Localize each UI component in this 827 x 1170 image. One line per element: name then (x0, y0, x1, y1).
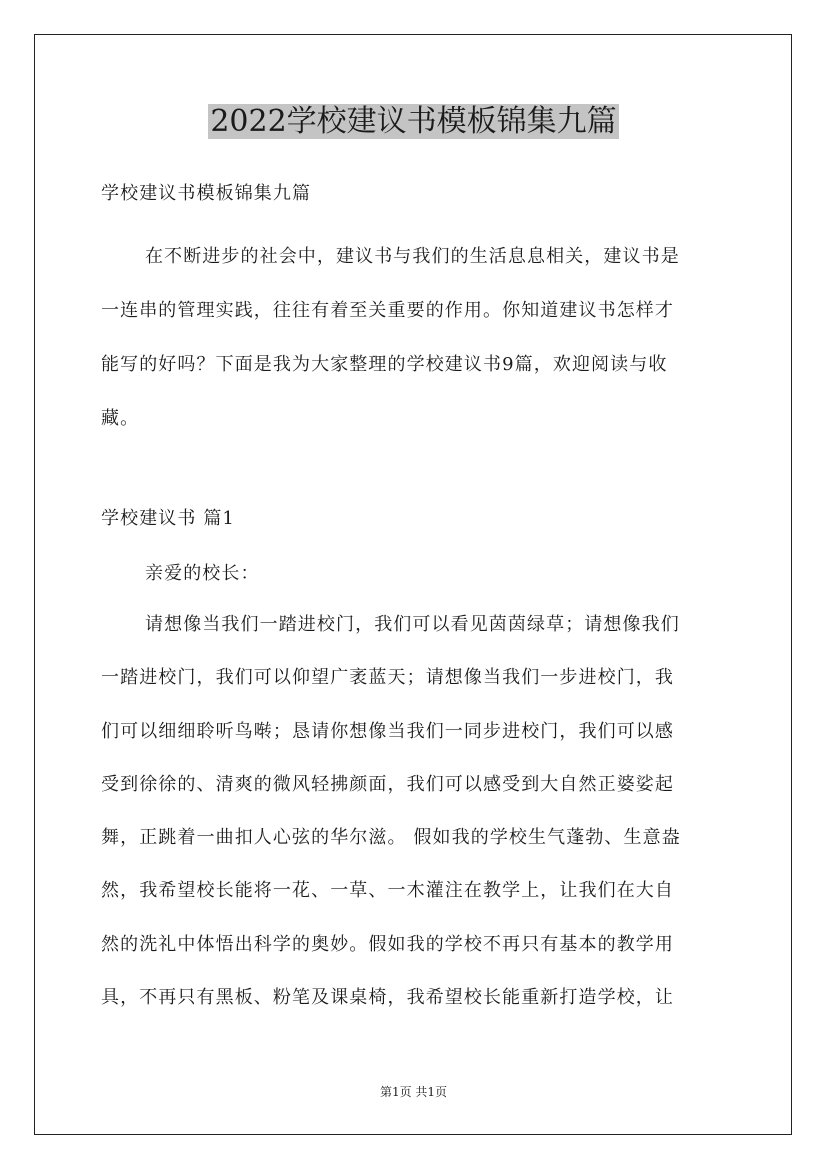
intro-line: 在不断进步的社会中，建议书与我们的生活息息相关，建议书是 (145, 246, 680, 267)
body-line: 受到徐徐的、清爽的微风轻拂颜面，我们可以感受到大自然正婆娑起 (101, 773, 674, 795)
intro-line: 一连串的管理实践，往往有着至关重要的作用。你知道建议书怎样才 (101, 300, 674, 321)
page-footer: 第1页 共1页 (379, 1085, 448, 1099)
body-line: 一踏进校门，我们可以仰望广袤蓝天；请想像当我们一步进校门，我 (101, 667, 674, 689)
section-heading: 学校建议书 篇1 (101, 508, 235, 529)
intro-line: 能写的好吗？下面是我为大家整理的学校建议书9篇，欢迎阅读与收 (101, 354, 668, 375)
intro-line: 藏。 (101, 408, 140, 429)
body-paragraph (101, 598, 731, 1024)
document-subtitle: 学校建议书模板锦集九篇 (101, 183, 312, 204)
document-title-highlight: 2022学校建议书模板锦集九篇 (210, 104, 617, 139)
body-line: 舞，正跳着一曲扣人心弦的华尔滋。 假如我的学校生气蓬勃、生意盎 (101, 827, 681, 849)
salutation: 亲爱的校长： (145, 563, 260, 584)
body-line: 具，不再只有黑板、粉笔及课桌椅，我希望校长能重新打造学校，让 (101, 987, 674, 1009)
body-line: 然，我希望校长能将一花、一草、一木灌注在教学上，让我们在大自 (101, 880, 674, 902)
body-line: 们可以细细聆听鸟啭；恳请你想像当我们一同步进校门，我们可以感 (101, 720, 674, 742)
body-line: 请想像当我们一踏进校门，我们可以看见茵茵绿草；请想像我们 (145, 614, 680, 635)
intro-paragraph (101, 230, 731, 446)
document-title (0, 100, 827, 144)
body-line: 然的洗礼中体悟出科学的奥妙。假如我的学校不再只有基本的教学用 (101, 933, 674, 955)
